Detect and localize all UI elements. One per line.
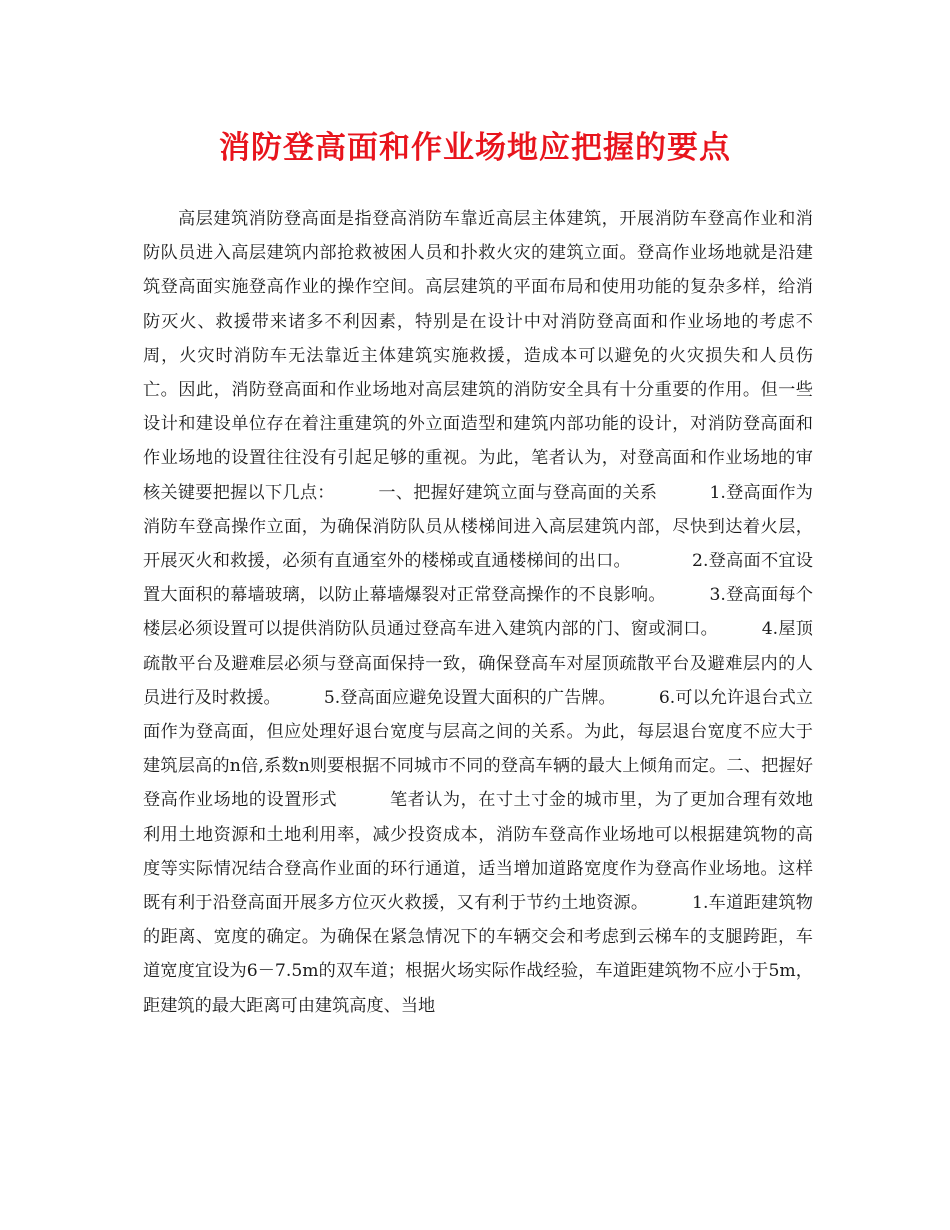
document-title: 消防登高面和作业场地应把握的要点: [219, 130, 731, 166]
document-body-paragraph: 高层建筑消防登高面是指登高消防车靠近高层主体建筑，开展消防车登高作业和消防队员进入高层建筑内部抢救被困人员和扑救火灾的建筑立面。登高作业场地就是沿建筑登高面实施登高作业的操作空间。高层建筑的平面布局和使用功能的复杂多样，给消防灭火、救援带来诸多不利因素，特别是在设计中对消防登高面和作业场地的考虑不周，火灾时消防车无法靠近主体建筑实施救援，造成本可以避免的火灾损失和人员伤亡。因此，消防登高面和作业场地对高层建筑的消防安全具有十分重要的作用。但一些设计和建设单位存在着注重建筑的外立面造型和建筑内部功能的设计，对消防登高面和作业场地的设置往往没有引起足够的重视。为此，笔者认为，对登高面和作业场地的审核关键要把握以下几点： 一、把握好建筑立面与登高面的关系 1.登高面作为消防车登高操作立面，为确保消防队员从楼梯间进入高层建筑内部，尽快到达着火层，开展灭火和救援，必须有直通室外的楼梯或直通楼梯间的出口。 2.登高面不宜设置大面积的幕墙玻璃，以防止幕墙爆裂对正常登高操作的不良影响。 3.登高面每个楼层必须设置可以提供消防队员通过登高车进入建筑内部的门、窗或洞口。 4.屋顶疏散平台及避难层必须与登高面保持一致，确保登高车对屋顶疏散平台及避难层内的人员进行及时救援。 5.登高面应避免设置大面积的广告牌。 6.可以允许退台式立面作为登高面，但应处理好退台宽度与层高之间的关系。为此，每层退台宽度不应大于建筑层高的n倍,系数n则要根据不同城市不同的登高车辆的最大上倾角而定。二、把握好登高作业场地的设置形式 笔者认为，在寸土寸金的城市里，为了更加合理有效地利用土地资源和土地利用率，减少投资成本，消防车登高作业场地可以根据建筑物的高度等实际情况结合登高作业面的环行通道，适当增加道路宽度作为登高作业场地。这样既有利于沿登高面开展多方位灭火救援，又有利于节约土地资源。 1.车道距建筑物的距离、宽度的确定。为确保在紧急情况下的车辆交会和考虑到云梯车的支腿跨距，车道宽度宜设为6－7.5m的双车道；根据火场实际作战经验，车道距建筑物不应小于5m，距建筑的最大距离可由建筑高度、当地: [143, 209, 813, 1016]
